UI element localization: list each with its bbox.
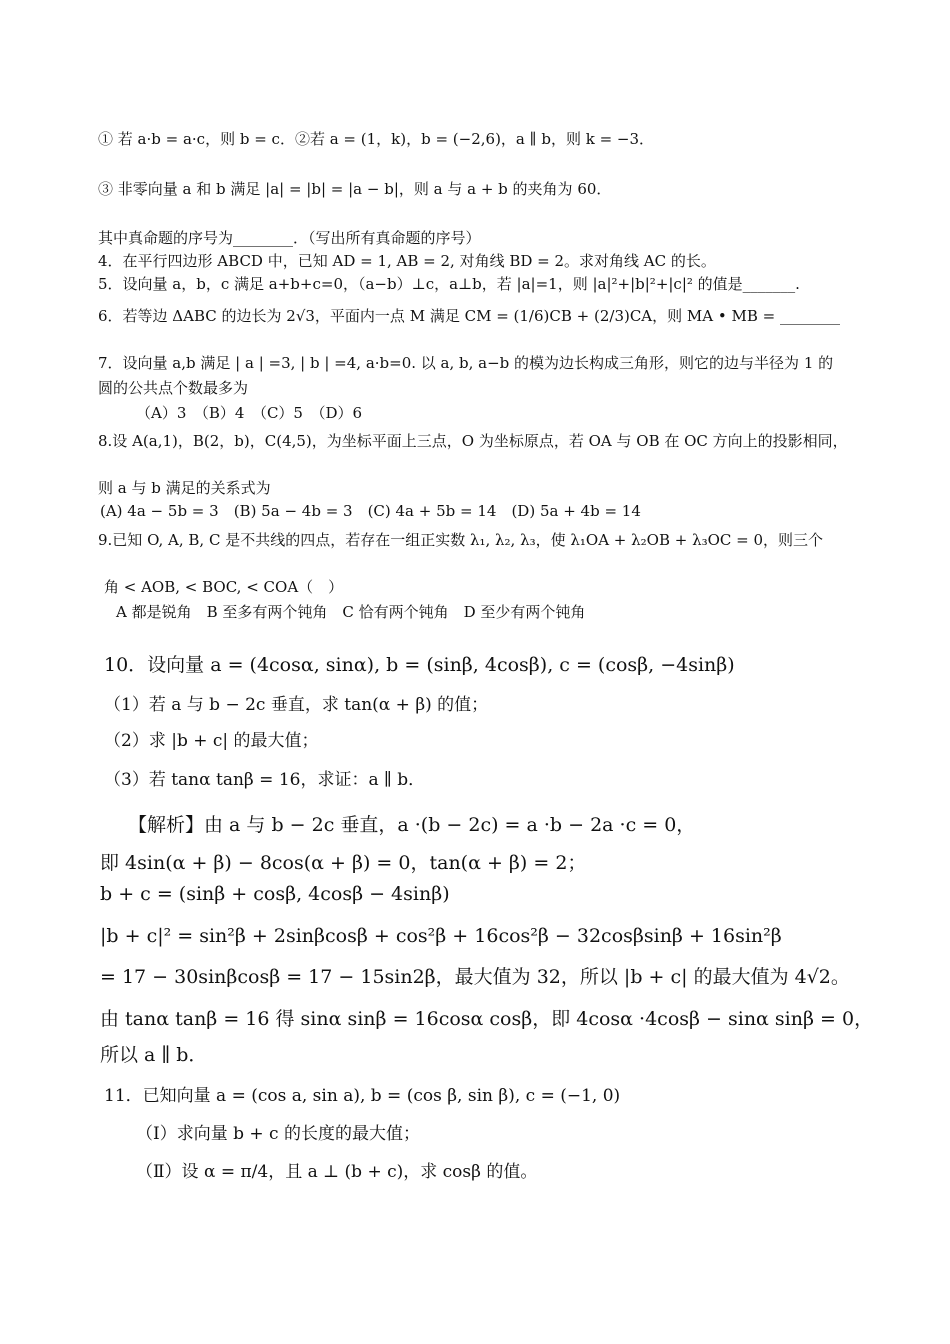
question-8-line-1: 8.设 A(a,1)，B(2，b)，C(4,5)，为坐标平面上三点，O 为坐标原点，若 OA 与 OB 在 OC 方向上的投影相同， xyxy=(98,432,848,450)
question-4: 4．在平行四边形 ABCD 中，已知 AD = 1, AB = 2, 对角线 BD = 2。求对角线 AC 的长。 xyxy=(98,252,716,270)
solution-line-4: |b + c|² = sin²β + 2sinβcosβ + cos²β + 16cos²β − 32cosβsinβ + 16sin²β xyxy=(100,925,782,947)
question-10-stem: 10．设向量 a = (4cosα, sinα), b = (sinβ, 4cosβ), c = (cosβ, −4sinβ) xyxy=(104,654,735,676)
solution-line-2: 即 4sin(α + β) − 8cos(α + β) = 0，tan(α + β) = 2； xyxy=(100,852,587,874)
question-6: 6．若等边 ΔABC 的边长为 2√3，平面内一点 M 满足 CM = (1/6)CB + (2/3)CA，则 MA • MB = ________ xyxy=(98,307,840,325)
question-10-part-1: （1）若 a 与 b − 2c 垂直，求 tan(α + β) 的值； xyxy=(104,695,489,715)
solution-line-1: 【解析】由 a 与 b − 2c 垂直，a ·(b − 2c) = a ·b − 2a ·c = 0， xyxy=(128,814,696,836)
question-9-options: A 都是锐角 B 至多有两个钝角 C 恰有两个钝角 D 至少有两个钝角 xyxy=(116,603,586,621)
question-11-stem: 11．已知向量 a = (cos a, sin a), b = (cos β, sin β), c = (−1, 0) xyxy=(104,1086,621,1106)
question-9-line-2: 角 < AOB, < BOC, < COA（ ） xyxy=(104,578,344,596)
question-8-options: (A) 4a − 5b = 3 (B) 5a − 4b = 3 (C) 4a + 5b = 14 (D) 5a + 4b = 14 xyxy=(100,502,641,520)
question-11-part-2: （Ⅱ）设 α = π/4，且 a ⊥ (b + c)，求 cosβ 的值。 xyxy=(136,1162,538,1182)
question-10-part-2: （2）求 |b + c| 的最大值； xyxy=(104,731,319,751)
question-7-line-1: 7．设向量 a,b 满足 | a | =3, | b | =4, a·b=0. 以 a, b, a−b 的模为边长构成三角形，则它的边与半径为 1 的 xyxy=(98,354,834,372)
solution-line-7: 所以 a ∥ b． xyxy=(100,1044,208,1066)
question-5: 5．设向量 a，b，c 满足 a+b+c=0，（a−b）⊥c，a⊥b，若 |a|=1，则 |a|²+|b|²+|c|² 的值是_______. xyxy=(98,275,800,293)
solution-line-5: = 17 − 30sinβcosβ = 17 − 15sin2β，最大值为 32，所以 |b + c| 的最大值为 4√2。 xyxy=(100,966,850,988)
question-7-options: （A）3 （B）4 （C）5 （D）6 xyxy=(136,404,363,422)
question-9-line-1: 9.已知 O, A, B, C 是不共线的四点，若存在一组正实数 λ₁, λ₂, λ₃，使 λ₁OA + λ₂OB + λ₃OC = 0，则三个 xyxy=(98,531,824,549)
question-11-part-1: （Ⅰ）求向量 b + c 的长度的最大值； xyxy=(136,1124,420,1144)
question-8-line-2: 则 a 与 b 满足的关系式为 xyxy=(98,479,271,497)
solution-line-3: b + c = (sinβ + cosβ, 4cosβ − 4sinβ) xyxy=(100,883,450,905)
solution-line-6: 由 tanα tanβ = 16 得 sinα sinβ = 16cosα cosβ，即 4cosα ·4cosβ − sinα sinβ = 0， xyxy=(100,1008,874,1030)
question-7-line-2: 圆的公共点个数最多为 xyxy=(98,379,249,397)
question-3-prompt: 其中真命题的序号为________．（写出所有真命题的序号） xyxy=(98,229,481,247)
question-10-part-3: （3）若 tanα tanβ = 16，求证：a ∥ b． xyxy=(104,770,426,790)
statement-1-2: ① 若 a·b = a·c，则 b = c．②若 a = (1，k)，b = (−2,6)，a ∥ b，则 k = −3． xyxy=(98,130,655,148)
statement-3: ③ 非零向量 a 和 b 满足 |a| = |b| = |a − b|，则 a 与 a + b 的夹角为 60． xyxy=(98,180,612,198)
